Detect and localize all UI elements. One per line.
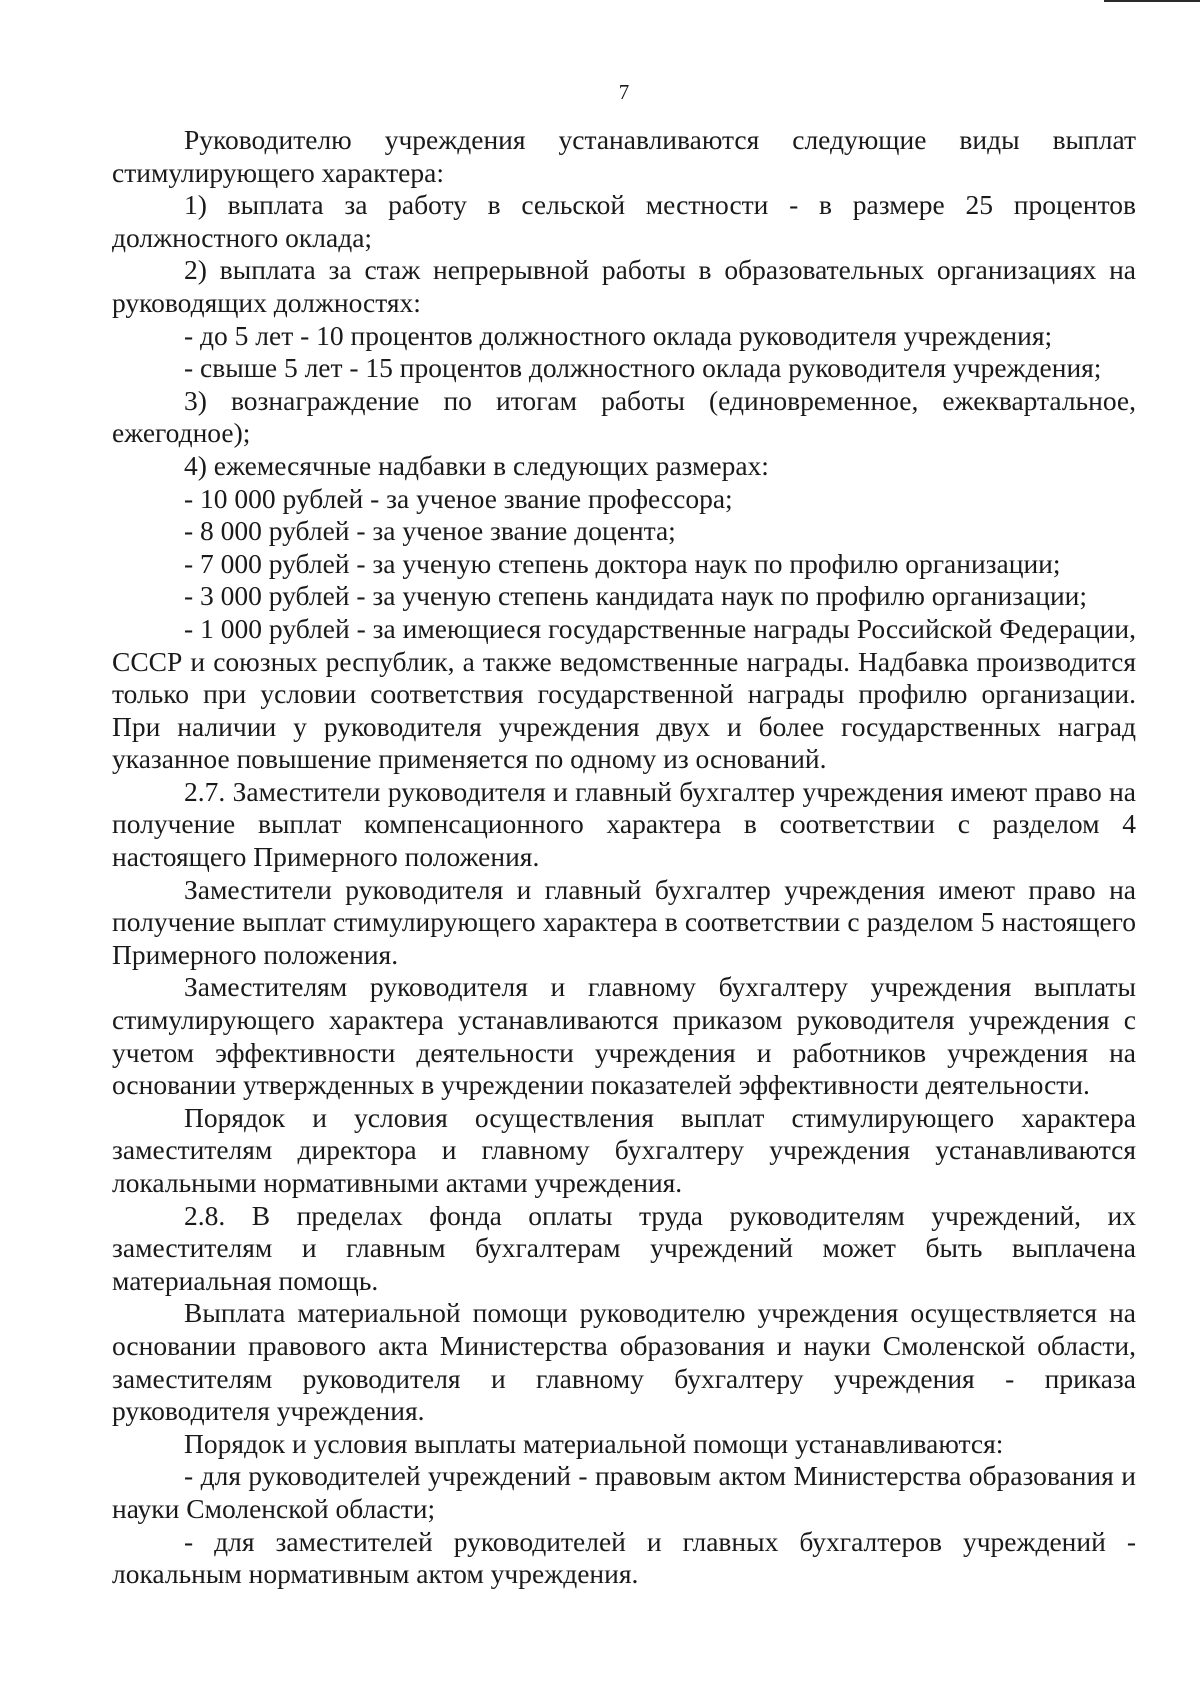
paragraph: - 8 000 рублей - за ученое звание доцента; [184,515,676,547]
paragraph: - 1 000 рублей - за имеющиеся государственные награды Российской Федерации, СССР и союзных республик, а также ведомственные награды. Надбавка производится только при условии соответствия государственной награды профилю организации. При наличии у руководителя учреждения двух и более государственных наград указанное повышение применяется по одному из оснований. [112,612,1136,775]
paragraph: 2.8. В пределах фонда оплаты труда руководителям учреждений, их заместителям и главным бухгалтерам учреждений может быть выплачена материальная помощь. [112,1199,1136,1296]
paragraph: - до 5 лет - 10 процентов должностного оклада руководителя учреждения; [184,319,1053,351]
document-body [112,124,1136,1591]
paragraph: 1) выплата за работу в сельской местности - в размере 25 процентов должностного оклада; [112,189,1136,253]
paragraph: - для заместителей руководителей и главных бухгалтеров учреждений - локальным нормативным актом учреждения. [112,1525,1136,1590]
paragraph: 4) ежемесячные надбавки в следующих размерах: [184,449,769,481]
paragraph: - свыше 5 лет - 15 процентов должностного оклада руководителя учреждения; [184,352,1102,384]
paragraph: Заместителям руководителя и главному бухгалтеру учреждения выплаты стимулирующего характера устанавливаются приказом руководителя учреждения с учетом эффективности деятельности учреждения и работников учреждения на основании утвержденных в учреждении показателей эффективности деятельности. [112,971,1136,1101]
paragraph: Порядок и условия выплаты материальной помощи устанавливаются: [184,1427,1004,1459]
paragraph: - 7 000 рублей - за ученую степень доктора наук по профилю организации; [184,547,1061,579]
top-edge-line [1104,0,1200,2]
paragraph: - для руководителей учреждений - правовым актом Министерства образования и науки Смоленской области; [112,1460,1136,1524]
paragraph: 2) выплата за стаж непрерывной работы в образовательных организациях на руководящих должностях: [112,254,1136,318]
page-number: 7 [618,80,630,104]
paragraph: Выплата материальной помощи руководителю учреждения осуществляется на основании правового акта Министерства образования и науки Смоленской области, заместителям руководителя и главному бухгалтеру учреждения - приказа руководителя учреждения. [112,1297,1136,1427]
paragraph: Заместители руководителя и главный бухгалтер учреждения имеют право на получение выплат стимулирующего характера в соответствии с разделом 5 настоящего Примерного положения. [112,873,1136,970]
paragraph: Руководителю учреждения устанавливаются следующие виды выплат стимулирующего характера: [112,124,1136,188]
paragraph: Порядок и условия осуществления выплат стимулирующего характера заместителям директора и главному бухгалтеру учреждения устанавливаются локальными нормативными актами учреждения. [112,1101,1136,1198]
paragraph: 2.7. Заместители руководителя и главный бухгалтер учреждения имеют право на получение выплат компенсационного характера в соответствии с разделом 4 настоящего Примерного положения. [112,775,1136,873]
paragraph: 3) вознаграждение по итогам работы (единовременное, ежеквартальное, ежегодное); [112,384,1136,449]
paragraph: - 3 000 рублей - за ученую степень кандидата наук по профилю организации; [184,580,1088,612]
paragraph: - 10 000 рублей - за ученое звание профессора; [184,482,733,514]
